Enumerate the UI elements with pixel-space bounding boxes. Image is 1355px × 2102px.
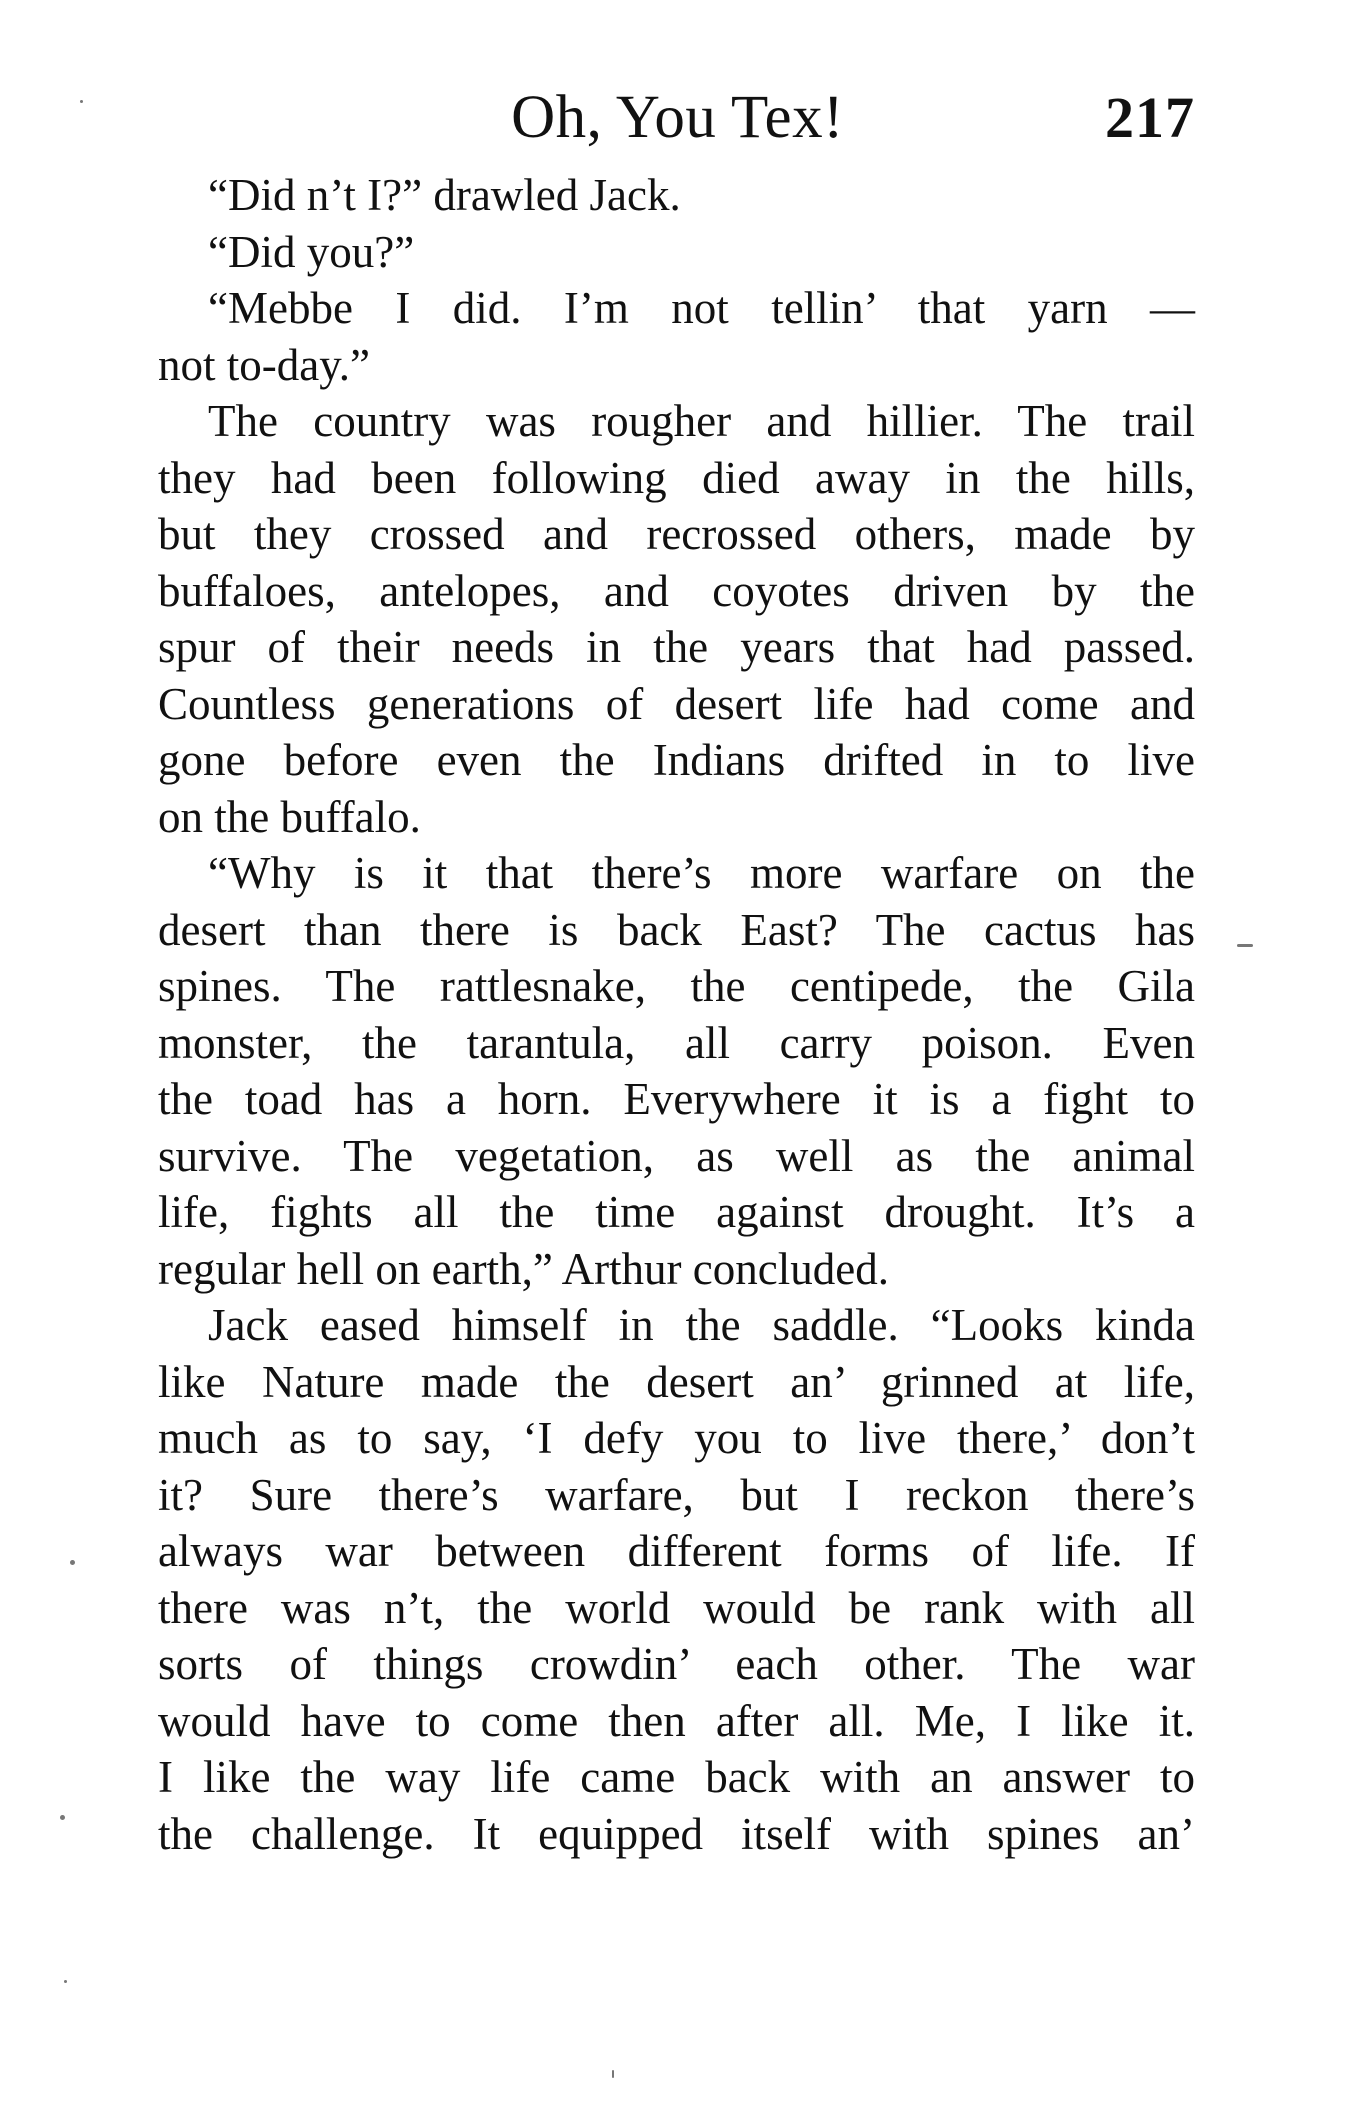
scan-speck bbox=[70, 1560, 75, 1565]
text-line: sorts of things crowdin’ each other. The war bbox=[158, 1639, 1195, 1689]
text-line: regular hell on earth,” Arthur concluded. bbox=[158, 1243, 889, 1294]
text-line: spines. The rattlesnake, the centipede, the Gila bbox=[158, 961, 1195, 1011]
text-line: “Did you?” bbox=[208, 226, 415, 277]
text-line: survive. The vegetation, as well as the animal bbox=[158, 1130, 1195, 1181]
text-line: “Mebbe I did. I’m not tellin’ that yarn — bbox=[208, 283, 1195, 333]
text-line: The country was rougher and hillier. The trail bbox=[208, 396, 1195, 446]
text-line: Jack eased himself in the saddle. “Looks kinda bbox=[208, 1300, 1195, 1350]
body-text bbox=[158, 167, 1195, 1862]
text-line: gone before even the Indians drifted in to live bbox=[158, 735, 1195, 785]
text-line: would have to come then after all. Me, I like it. bbox=[158, 1695, 1195, 1746]
text-line: on the buffalo. bbox=[158, 791, 421, 842]
text-line: not to-day.” bbox=[158, 339, 371, 390]
text-line: buffaloes, antelopes, and coyotes driven by the bbox=[158, 565, 1195, 616]
text-line: like Nature made the desert an’ grinned at life, bbox=[158, 1356, 1195, 1407]
text-line: “Why is it that there’s more warfare on the bbox=[208, 848, 1195, 898]
scan-speck bbox=[1237, 944, 1253, 947]
running-title: Oh, You Tex! bbox=[511, 84, 844, 151]
text-line: the toad has a horn. Everywhere it is a fight to bbox=[158, 1074, 1195, 1124]
text-line: but they crossed and recrossed others, made by bbox=[158, 509, 1195, 559]
text-line: there was n’t, the world would be rank with all bbox=[158, 1582, 1195, 1633]
text-line: spur of their needs in the years that had passed. bbox=[158, 622, 1195, 672]
text-line: monster, the tarantula, all carry poison. Even bbox=[158, 1017, 1195, 1068]
text-line: they had been following died away in the hills, bbox=[158, 452, 1195, 503]
text-line: the challenge. It equipped itself with spines an’ bbox=[158, 1808, 1195, 1859]
text-line: desert than there is back East? The cactus has bbox=[158, 904, 1195, 955]
text-line: it? Sure there’s warfare, but I reckon there’s bbox=[158, 1469, 1195, 1520]
text-line: always war between different forms of life. If bbox=[158, 1526, 1195, 1576]
text-line: Countless generations of desert life had come and bbox=[158, 678, 1195, 729]
text-line: much as to say, ‘I defy you to live there,’ don’t bbox=[158, 1413, 1195, 1463]
text-line: life, fights all the time against drought. It’s a bbox=[158, 1187, 1195, 1237]
scan-speck bbox=[60, 1815, 65, 1820]
scan-speck bbox=[80, 100, 83, 103]
text-line: “Did n’t I?” drawled Jack. bbox=[208, 170, 681, 220]
scan-speck bbox=[64, 1980, 67, 1983]
page-number: 217 bbox=[1105, 85, 1195, 150]
running-head bbox=[160, 78, 1195, 158]
text-line: I like the way life came back with an answer to bbox=[158, 1752, 1195, 1802]
scan-speck bbox=[612, 2070, 614, 2078]
